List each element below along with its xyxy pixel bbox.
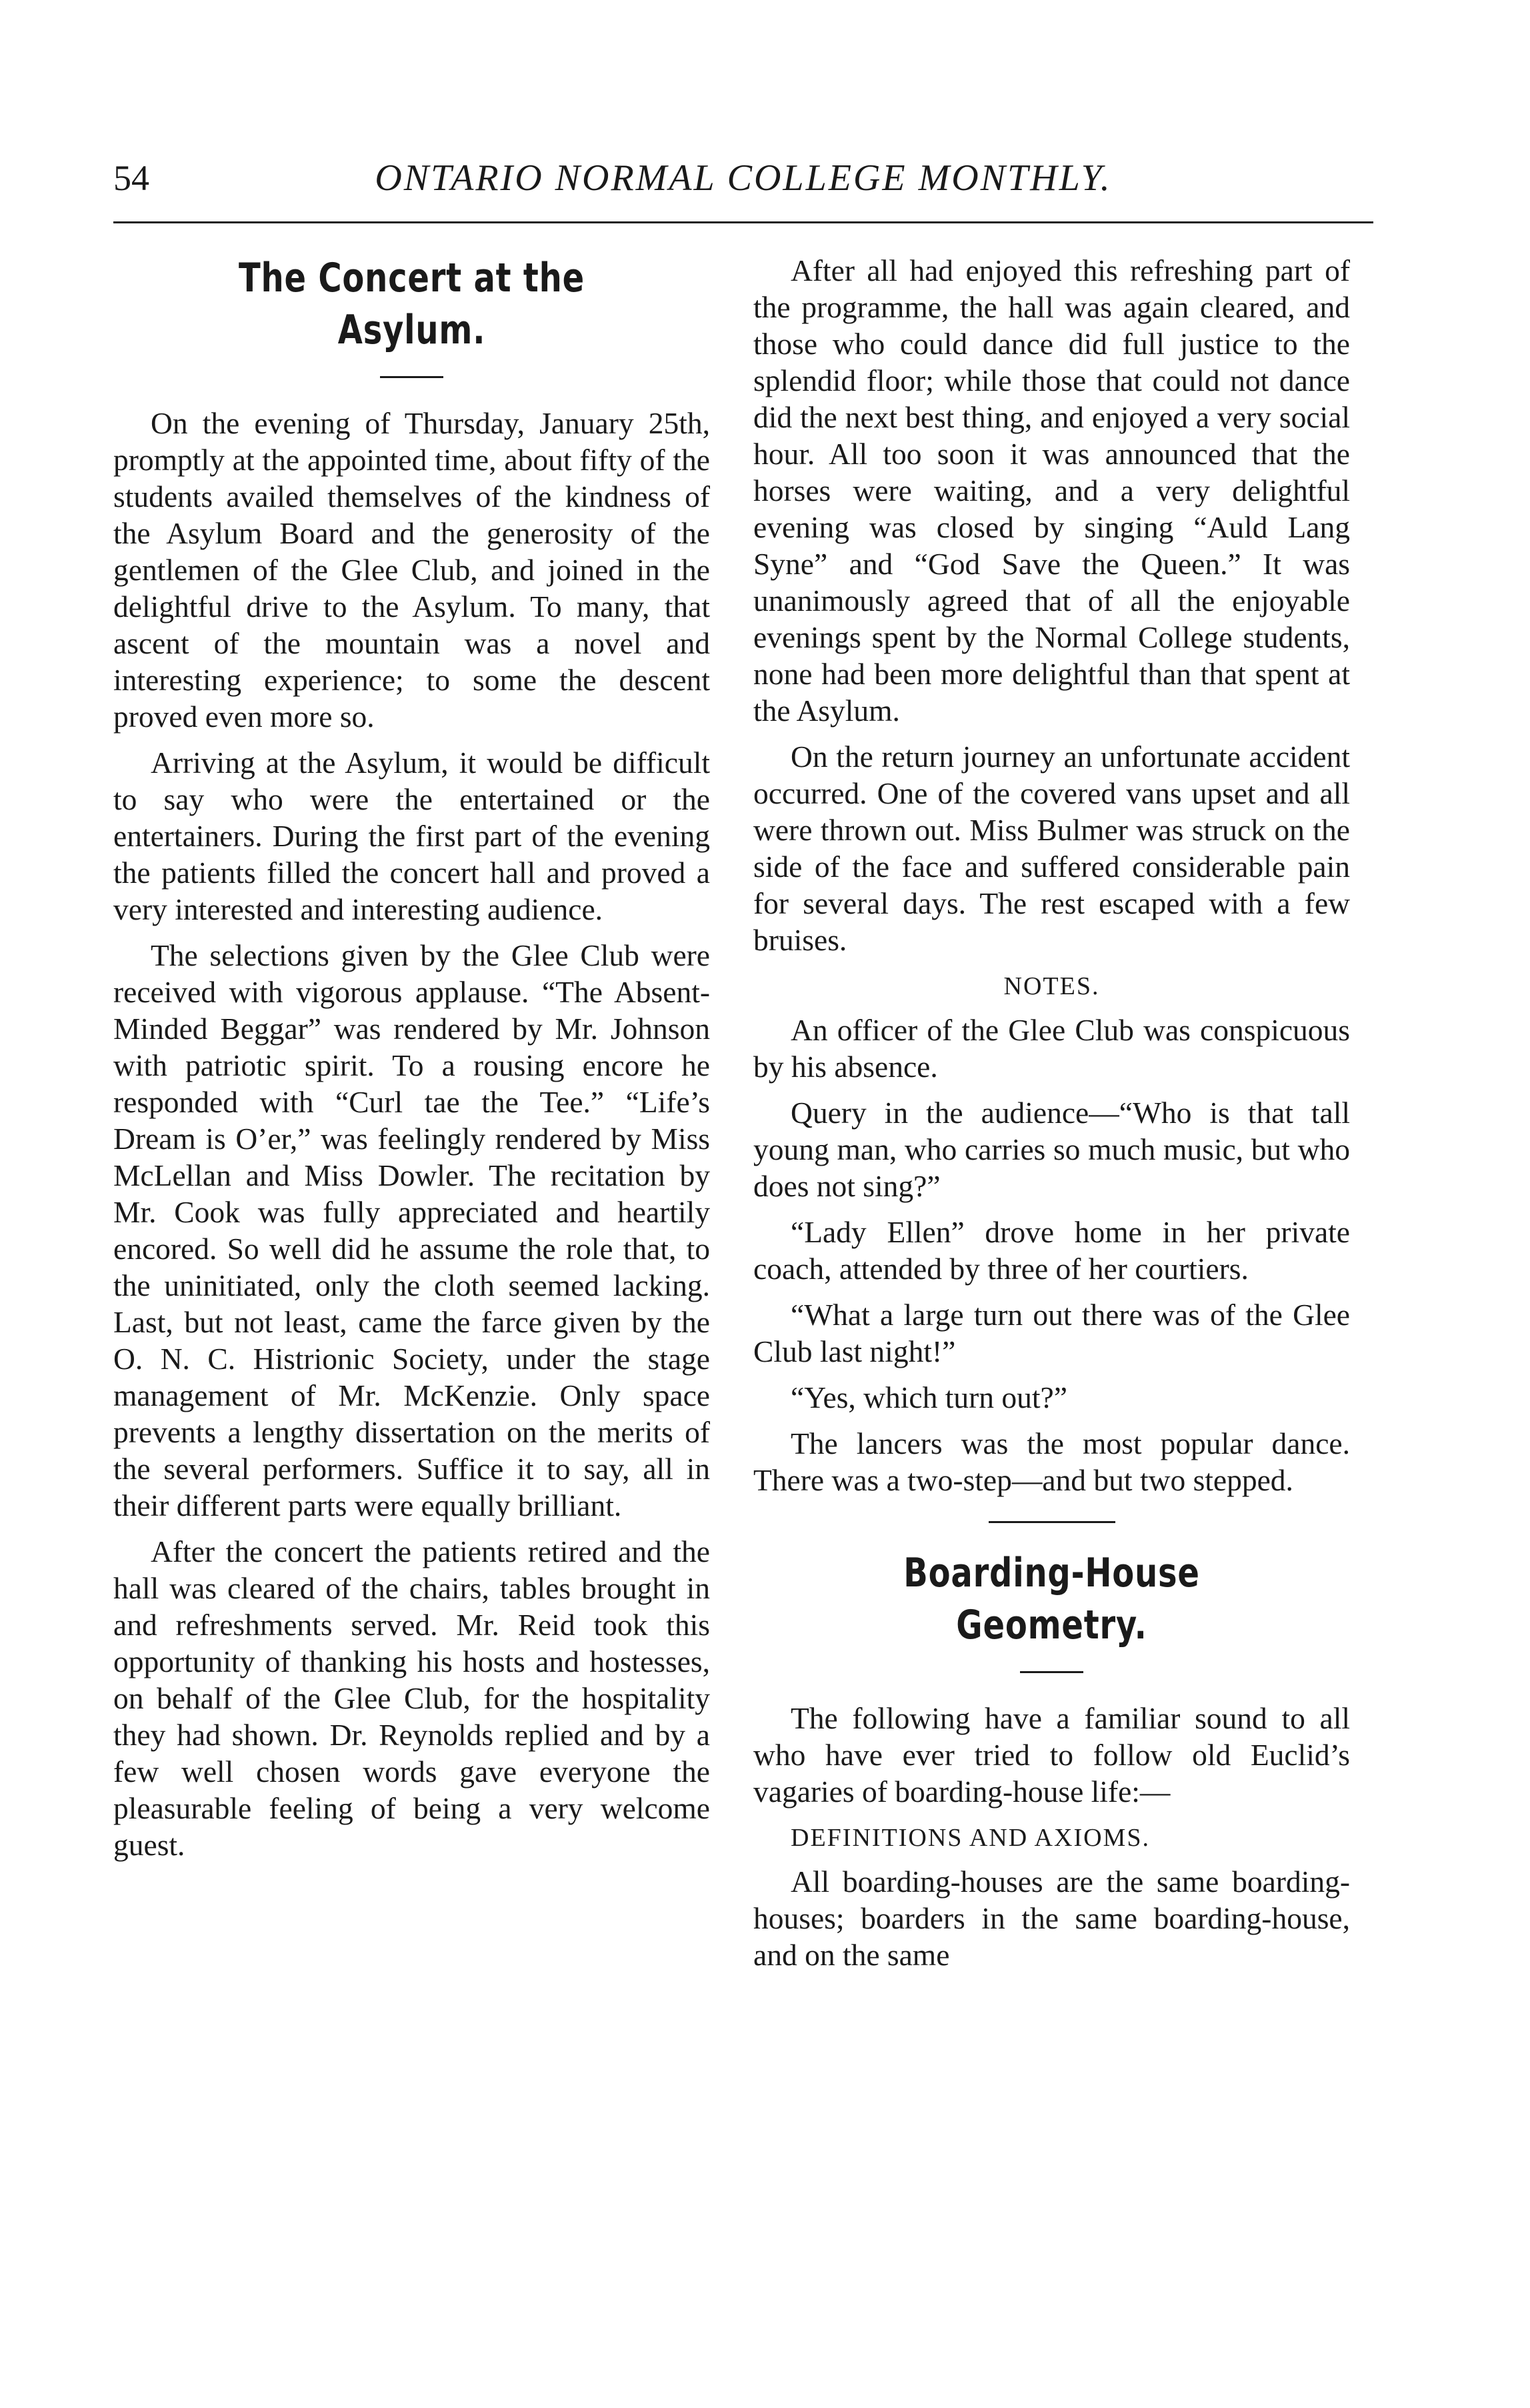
paragraph: Arriving at the Asylum, it would be difficult to say who were the entertained or the entertainers. During the first part of the evening the patients filled the concert hall and proved a very interested and interesting audience. bbox=[113, 746, 710, 926]
paragraph: On the return journey an unfortunate accident occurred. One of the covered vans upset and all were thrown out. Miss Bulmer was struck on the side of the face and suffered considerable pain for several days. The rest escaped with a few bruises. bbox=[753, 740, 1350, 957]
note: “Lady Ellen” drove home in her private coach, attended by three of her courtiers. bbox=[753, 1215, 1350, 1286]
note: “Yes, which turn out?” bbox=[791, 1380, 1067, 1414]
running-title: ONTARIO NORMAL COLLEGE MONTHLY. bbox=[375, 157, 1112, 199]
note: The lancers was the most popular dance. There was a two-step—and but two stepped. bbox=[753, 1426, 1350, 1497]
title-rule bbox=[1020, 1671, 1083, 1673]
note: An officer of the Glee Club was conspicuous by his absence. bbox=[753, 1013, 1350, 1084]
paragraph: On the evening of Thursday, January 25th, promptly at the appointed time, about fifty of the students availed themselves of the kindness of the Asylum Board and the generosity of the gentlemen of the Glee Club, and joined in the delightful drive to the Asylum. To many, that ascent of the mountain was a novel and interesting experience; to some the descent proved even more so. bbox=[113, 406, 710, 734]
paragraph: All boarding-houses are the same boarding-houses; boarders in the same boarding-house, and on the same bbox=[753, 1865, 1350, 1972]
article-separator bbox=[989, 1521, 1115, 1523]
paragraph: The following have a familiar sound to all who have ever tried to follow old Euclid’s vagaries of boarding-house life:— bbox=[753, 1701, 1350, 1809]
page-number: 54 bbox=[113, 158, 149, 198]
definitions-heading: DEFINITIONS AND AXIOMS. bbox=[791, 1824, 1150, 1852]
note: Query in the audience—“Who is that tall young man, who carries so much music, but who does not sing?” bbox=[753, 1096, 1350, 1203]
note: “What a large turn out there was of the Glee Club last night!” bbox=[753, 1298, 1350, 1368]
header-rule bbox=[113, 221, 1373, 223]
paragraph: The selections given by the Glee Club were received with vigorous applause. “The Absent-Minded Beggar” was rendered by Mr. Johnson with patriotic spirit. To a rousing encore he responded with “Curl tae the Tee.” “Life’s Dream is O’er,” was feelingly rendered by Miss McLellan and Miss Dowler. The recitation by Mr. Cook was fully appreciated and heartily encored. So well did he assume the role that, to the uninitiated, only the cloth seemed lacking. Last, but not least, came the farce given by the O. N. C. Histrionic Society, under the stage management of Mr. McKenzie. Only space prevents a lengthy dissertation on the merits of the several performers. Suffice it to say, all in their different parts were equally brilliant. bbox=[113, 938, 710, 1522]
title-rule bbox=[380, 376, 443, 378]
left-column bbox=[113, 252, 710, 1863]
running-head bbox=[113, 148, 1373, 208]
notes-heading: NOTES. bbox=[1003, 972, 1100, 1000]
paragraph: After the concert the patients retired and the hall was cleared of the chairs, tables brought in and refreshments served. Mr. Reid took this opportunity of thanking his hosts and hostesses, on behalf of the Glee Club, for the hospitality they had shown. Dr. Reynolds replied and by a few well chosen words gave everyone the pleasurable feeling of being a very welcome guest. bbox=[113, 1534, 710, 1862]
right-column bbox=[753, 252, 1350, 1973]
article-title-geometry: Boarding-House Geometry. bbox=[903, 1550, 1200, 1648]
article-title-concert: The Concert at the Asylum. bbox=[238, 255, 585, 353]
paragraph: After all had enjoyed this refreshing part of the programme, the hall was again cleared, and those who could dance did full justice to the splendid floor; while those that could not dance did the next best thing, and enjoyed a very social hour. All too soon it was announced that the horses were waiting, and a very delightful evening was closed by singing “Auld Lang Syne” and “God Save the Queen.” It was unanimously agreed that of all the enjoyable evenings spent by the Normal College students, none had been more delightful than that spent at the Asylum. bbox=[753, 253, 1350, 728]
